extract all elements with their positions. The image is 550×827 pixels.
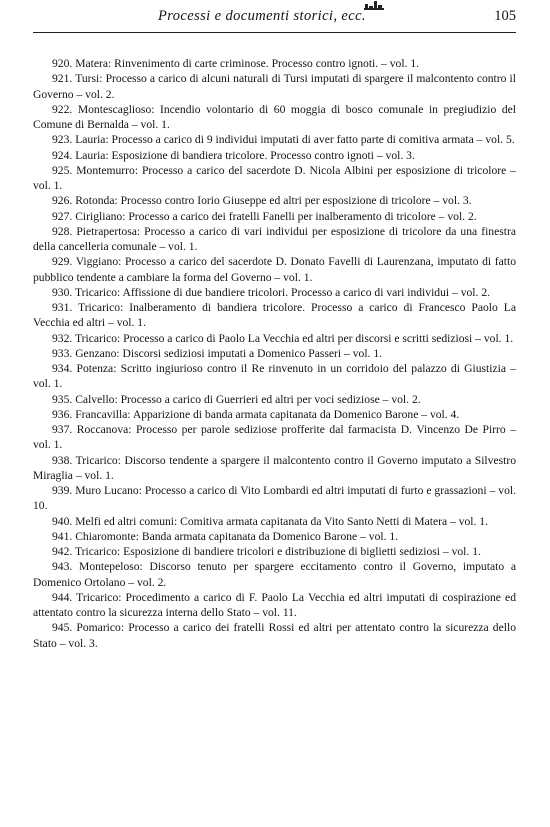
entry-938: 938. Tricarico: Discorso tendente a spargere il malcontento contro il Governo imputato a Silvestro Miraglia – vol. 1. [33,453,516,482]
entry-925: 925. Montemurro: Processo a carico del sacerdote D. Nicola Albini per esposizione di tricolore – vol. 1. [33,163,516,192]
entry-924: 924. Lauria: Esposizione di bandiera tricolore. Processo contro ignoti – vol. 3. [52,148,415,162]
entry-934: 934. Potenza: Scritto ingiurioso contro il Re rinvenuto in un corridoio del palazzo di Giustizia – vol. 1. [33,362,516,391]
entry-922: 922. Montescaglioso: Incendio volontario di 60 moggia di bosco comunale in pregiudizio del Comune di Bernalda – vol. 1. [33,102,516,131]
entry-931: 931. Tricarico: Inalberamento di bandiera tricolore. Processo a carico di Francesco Paolo La Vecchia ed altri – vol. 1. [33,301,516,330]
running-title: Processi e documenti storici, ecc. [158,8,366,24]
entry-940: 940. Melfi ed altri comuni: Comitiva armata capitanata da Vito Santo Netti di Matera – vol. 1. [52,514,488,528]
entry-list [33,56,516,651]
ornament-glyph [364,0,384,10]
entry-928: 928. Pietrapertosa: Processo a carico di vari individui per esposizione di tricolore da una finestra della cancelleria comunale – vol. 1. [33,224,516,253]
entry-933: 933. Genzano: Discorsi sediziosi imputati a Domenico Passeri – vol. 1. [52,346,383,360]
entry-936: 936. Francavilla: Apparizione di banda armata capitanata da Domenico Barone – vol. 4. [52,407,460,421]
entry-926: 926. Rotonda: Processo contro Iorio Giuseppe ed altri per esposizione di tricolore – vol. 3. [52,194,472,208]
entry-921: 921. Tursi: Processo a carico di alcuni naturali di Tursi imputati di spargere il malcontento contro il Governo – vol. 2. [33,72,516,101]
entry-943: 943. Montepeloso: Discorso tenuto per spargere eccitamento contro il Governo, imputato a Domenico Ortolano – vol. 2. [33,560,516,589]
entry-932: 932. Tricarico: Processo a carico di Paolo La Vecchia ed altri per discorsi e scritti sediziosi – vol. 1. [52,331,514,345]
entry-937: 937. Roccanova: Processo per parole sediziose profferite dal farmacista D. Vincenzo De Pirro – vol. 1. [33,423,516,452]
entry-941: 941. Chiaromonte: Banda armata capitanata da Domenico Barone – vol. 1. [52,529,399,543]
entry-944: 944. Tricarico: Procedimento a carico di F. Paolo La Vecchia ed altri imputati di cospirazione ed attentato contro la sicurezza interna dello Stato – vol. 11. [33,590,516,619]
page-header [33,0,516,33]
entry-929: 929. Viggiano: Processo a carico del sacerdote D. Donato Favelli di Laurenzana, imputato di fatto pubblico tendente a cambiare la forma del Governo – vol. 1. [33,255,516,284]
entry-930: 930. Tricarico: Affissione di due bandiere tricolori. Processo a carico di vari individui – vol. 2. [52,285,491,299]
entry-939: 939. Muro Lucano: Processo a carico di Vito Lombardi ed altri imputati di furto e grassazioni – vol. 10. [33,484,516,513]
entry-927: 927. Cirigliano: Processo a carico dei fratelli Fanelli per inalberamento di tricolore – vol. 2. [52,209,477,223]
page-number: 105 [494,8,516,24]
entry-935: 935. Calvello: Processo a carico di Guerrieri ed altri per voci sediziose – vol. 2. [52,392,421,406]
entry-945: 945. Pomarico: Processo a carico dei fratelli Rossi ed altri per attentato contro la sicurezza dello Stato – vol. 3. [33,621,516,650]
entry-942: 942. Tricarico: Esposizione di bandiere tricolori e distribuzione di biglietti sediziosi – vol. 1. [52,545,481,558]
entry-920: 920. Matera: Rinvenimento di carte criminose. Processo contro ignoti. – vol. 1. [52,57,420,70]
entry-923: 923. Lauria: Processo a carico di 9 individui imputati di aver fatto parte di comitiva armata – vol. 5. [52,133,515,147]
